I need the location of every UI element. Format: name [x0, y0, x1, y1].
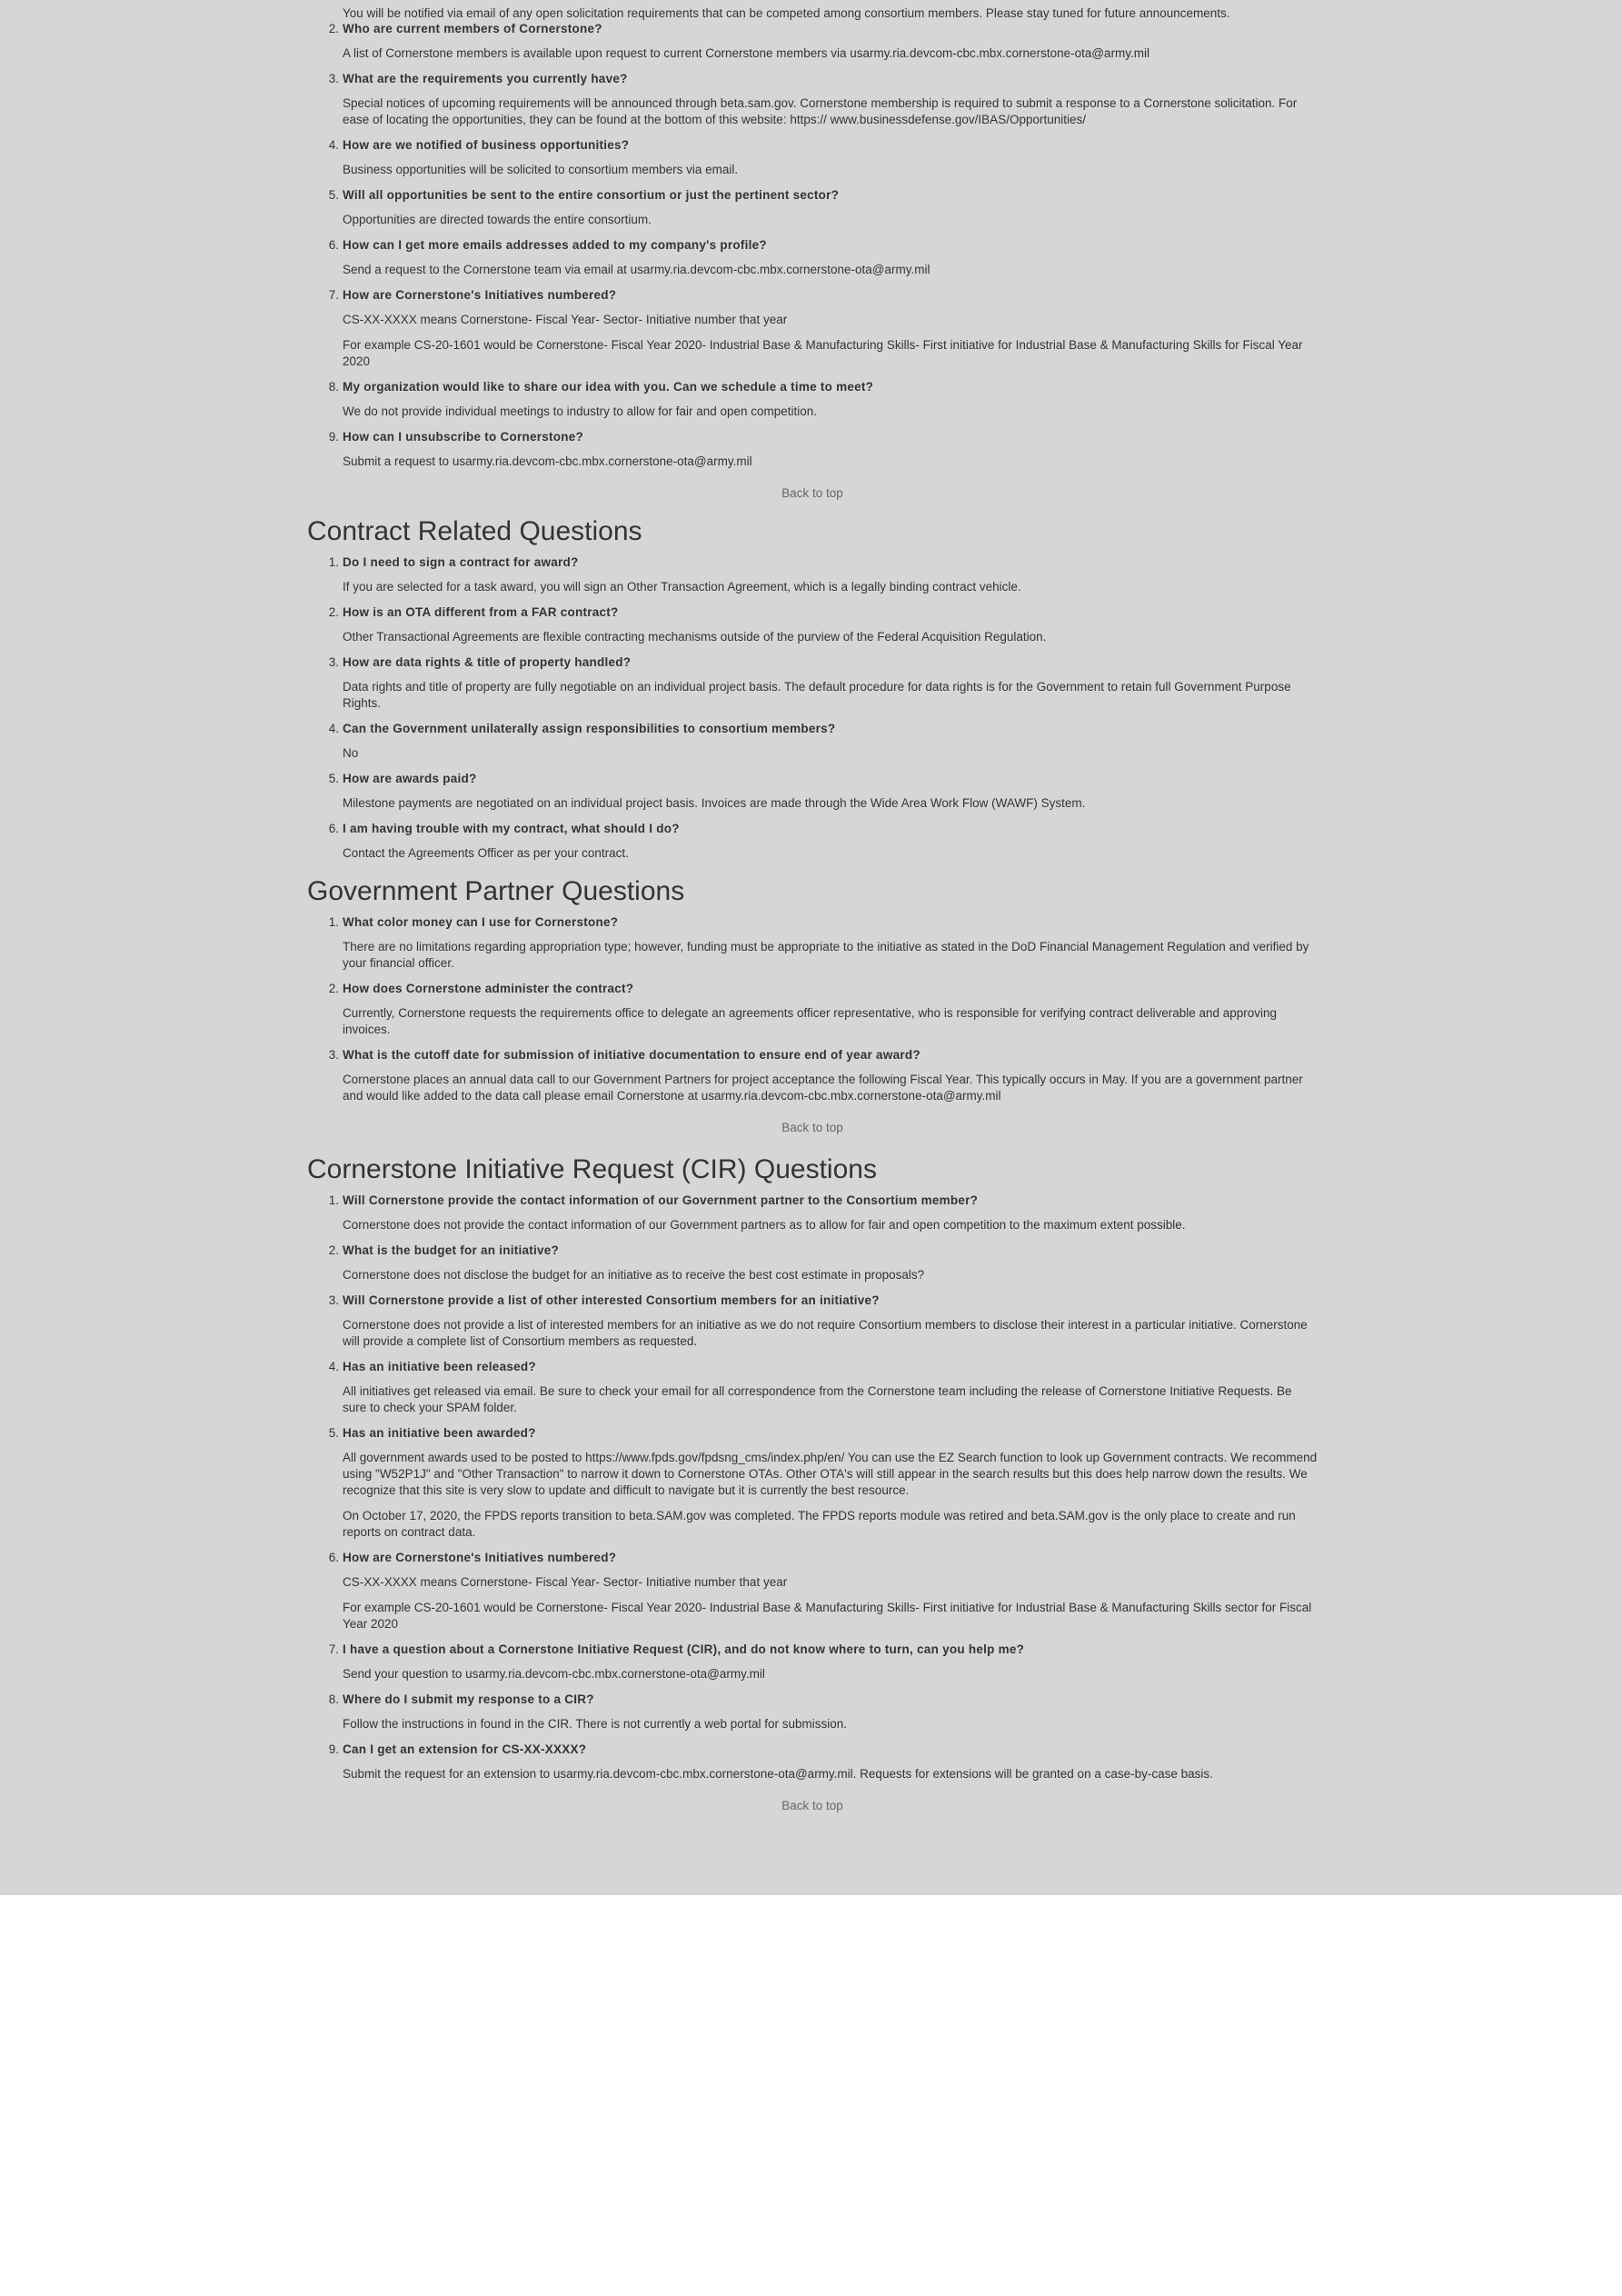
faq-item: [343, 1425, 1318, 1541]
faq-question: What is the budget for an initiative?: [343, 1243, 560, 1257]
faq-item: [343, 1642, 1318, 1682]
faq-item: [343, 914, 1318, 972]
faq-answer: CS-XX-XXXX means Cornerstone- Fiscal Year- Sector- Initiative number that year: [343, 1575, 788, 1589]
faq-answer: CS-XX-XXXX means Cornerstone- Fiscal Year- Sector- Initiative number that year: [343, 313, 788, 326]
faq-item: [343, 821, 1318, 862]
faq-item: [343, 1359, 1318, 1416]
faq-answer: Cornerstone places an annual data call to our Government Partners for project acceptance the following Fiscal Year. This typically occurs in May. If you are a government partner and would like added to the data call please email Cornerstone at usarmy.ria.devcom-cbc.mbx.cornerstone-ota@army.mil: [343, 1073, 1303, 1103]
faq-item: [343, 71, 1318, 128]
faq-question: How can I get more emails addresses added to my company's profile?: [343, 238, 767, 252]
faq-answer: If you are selected for a task award, you will sign an Other Transaction Agreement, which is a legally binding contract vehicle.: [343, 580, 1021, 594]
faq-answer: There are no limitations regarding appropriation type; however, funding must be appropriate to the initiative as stated in the DoD Financial Management Regulation and verified by your financial officer.: [343, 940, 1309, 970]
faq-item: [343, 654, 1318, 712]
faq-question: What are the requirements you currently have?: [343, 72, 628, 85]
faq-question: Where do I submit my response to a CIR?: [343, 1692, 594, 1706]
faq-answer: Contact the Agreements Officer as per your contract.: [343, 846, 629, 860]
faq-answer: Currently, Cornerstone requests the requirements office to delegate an agreements officer representative, who is responsible for verifying contract deliverable and approving invoices.: [343, 1006, 1278, 1036]
faq-answer: Cornerstone does not provide a list of interested members for an initiative as we do not require Consortium members to disclose their interest in a particular initiative. Cornerstone will provide a complete list of Consortium members as requested.: [343, 1318, 1308, 1348]
faq-item: [343, 1742, 1318, 1782]
faq-item: [343, 287, 1318, 370]
faq-item: [343, 379, 1318, 420]
back-to-top-link[interactable]: Back to top: [781, 1121, 843, 1134]
faq-question: Will Cornerstone provide a list of other interested Consortium members for an initiative?: [343, 1293, 880, 1307]
general-questions-list: [307, 21, 1318, 470]
contract-questions-list: [307, 554, 1318, 862]
faq-item: [343, 981, 1318, 1038]
faq-question: Has an initiative been awarded?: [343, 1426, 536, 1440]
faq-answer: Special notices of upcoming requirements will be announced through beta.sam.gov. Cornerstone membership is required to submit a response to a Cornerstone solicitation. For ease of locating the opportunities, they can be found at the bottom of this website: https:// www.businessdefense.gov/IBAS/Opportunities/: [343, 96, 1298, 126]
faq-answer: Submit the request for an extension to usarmy.ria.devcom-cbc.mbx.cornerstone-ota@army.mil. Requests for extensions will be granted on a case-by-case basis.: [343, 1767, 1213, 1781]
faq-item: [343, 137, 1318, 178]
faq-question: How can I unsubscribe to Cornerstone?: [343, 430, 584, 444]
faq-answer: We do not provide individual meetings to industry to allow for fair and open competition.: [343, 404, 818, 418]
cir-section-title: Cornerstone Initiative Request (CIR) Questions: [307, 1154, 877, 1184]
faq-item: [343, 554, 1318, 595]
government-questions-list: [307, 914, 1318, 1104]
faq-answer: For example CS-20-1601 would be Cornerstone- Fiscal Year 2020- Industrial Base & Manufacturing Skills- First initiative for Industrial Base & Manufacturing Skills sector for Fiscal Year 2020: [343, 1601, 1312, 1631]
faq-answer: Data rights and title of property are fully negotiable on an individual project basis. The default procedure for data rights is for the Government to retain full Government Purpose Rights.: [343, 680, 1291, 710]
faq-question: Do I need to sign a contract for award?: [343, 555, 579, 569]
faq-item: [343, 1692, 1318, 1732]
faq-item: [343, 1193, 1318, 1233]
faq-question: Who are current members of Cornerstone?: [343, 22, 602, 35]
faq-answer: A list of Cornerstone members is available upon request to current Cornerstone members via usarmy.ria.devcom-cbc.mbx.cornerstone-ota@army.mil: [343, 46, 1150, 60]
faq-question: I have a question about a Cornerstone Initiative Request (CIR), and do not know where to turn, can you help me?: [343, 1642, 1025, 1656]
faq-item: [343, 1293, 1318, 1350]
back-to-top-link[interactable]: Back to top: [781, 486, 843, 500]
faq-item: [343, 721, 1318, 762]
faq-question: I am having trouble with my contract, what should I do?: [343, 822, 680, 835]
faq-question: How are awards paid?: [343, 772, 477, 785]
faq-question: How are data rights & title of property handled?: [343, 655, 632, 669]
faq-answer: Opportunities are directed towards the entire consortium.: [343, 213, 652, 226]
faq-answer: Send your question to usarmy.ria.devcom-cbc.mbx.cornerstone-ota@army.mil: [343, 1667, 765, 1681]
contract-section-title: Contract Related Questions: [307, 516, 642, 546]
faq-answer: On October 17, 2020, the FPDS reports transition to beta.SAM.gov was completed. The FPDS reports module was retired and beta.SAM.gov is the only place to create and run reports on contract data.: [343, 1509, 1296, 1539]
faq-item: [343, 187, 1318, 228]
faq-question: How are Cornerstone's Initiatives numbered?: [343, 1551, 617, 1564]
faq-question: Will all opportunities be sent to the entire consortium or just the pertinent sector?: [343, 188, 840, 202]
faq-answer: For example CS-20-1601 would be Cornerstone- Fiscal Year 2020- Industrial Base & Manufacturing Skills- First initiative for Industrial Base & Manufacturing Skills for Fiscal Year 2020: [343, 338, 1303, 368]
faq-item: [343, 429, 1318, 470]
faq-item: [343, 771, 1318, 812]
faq-answer: Send a request to the Cornerstone team via email at usarmy.ria.devcom-cbc.mbx.cornerstone-ota@army.mil: [343, 263, 930, 276]
faq-question: How are Cornerstone's Initiatives numbered?: [343, 288, 617, 302]
faq-answer: Submit a request to usarmy.ria.devcom-cbc.mbx.cornerstone-ota@army.mil: [343, 454, 752, 468]
faq-answer: Milestone payments are negotiated on an individual project basis. Invoices are made through the Wide Area Work Flow (WAWF) System.: [343, 796, 1086, 810]
faq-question: How is an OTA different from a FAR contract?: [343, 605, 619, 619]
faq-content: [307, 0, 1318, 1829]
faq-answer: Follow the instructions in found in the CIR. There is not currently a web portal for submission.: [343, 1717, 848, 1731]
faq-question: My organization would like to share our idea with you. Can we schedule a time to meet?: [343, 380, 874, 394]
faq-answer: No: [343, 746, 359, 760]
faq-item: [343, 604, 1318, 645]
faq-item: [343, 1550, 1318, 1632]
faq-answer: Business opportunities will be solicited to consortium members via email.: [343, 163, 739, 176]
faq-item: [343, 21, 1318, 62]
faq-answer: All initiatives get released via email. Be sure to check your email for all correspondence from the Cornerstone team including the release of Cornerstone Initiative Requests. Be sure to check your SPAM folder.: [343, 1384, 1292, 1414]
back-to-top-link[interactable]: Back to top: [781, 1799, 843, 1812]
faq-question: Can I get an extension for CS-XX-XXXX?: [343, 1742, 587, 1756]
faq-answer: Cornerstone does not disclose the budget for an initiative as to receive the best cost estimate in proposals?: [343, 1268, 925, 1282]
general-intro-answer: You will be notified via email of any open solicitation requirements that can be competed among consortium members. Please stay tuned for future announcements.: [343, 6, 1230, 20]
faq-item: [343, 1243, 1318, 1283]
faq-item: [343, 237, 1318, 278]
faq-answer: Other Transactional Agreements are flexible contracting mechanisms outside of the purview of the Federal Acquisition Regulation.: [343, 630, 1047, 644]
faq-question: What color money can I use for Cornerstone?: [343, 915, 619, 929]
faq-question: What is the cutoff date for submission of initiative documentation to ensure end of year award?: [343, 1048, 920, 1062]
cir-questions-list: [307, 1193, 1318, 1782]
faq-answer: All government awards used to be posted to https://www.fpds.gov/fpdsng_cms/index.php/en/ You can use the EZ Search function to look up Government contracts. We recommend using "W52P1J" and "Other Transaction" to narrow it down to Cornerstone OTAs. Other OTA's will still appear in the search results but this does help narrow down the results. We recognize that this site is very slow to update and difficult to navigate but it is currently the best resource.: [343, 1451, 1318, 1497]
faq-question: How are we notified of business opportunities?: [343, 138, 630, 152]
faq-question: How does Cornerstone administer the contract?: [343, 982, 634, 995]
faq-answer: Cornerstone does not provide the contact information of our Government partners as to allow for fair and open competition to the maximum extent possible.: [343, 1218, 1186, 1232]
government-section-title: Government Partner Questions: [307, 876, 685, 906]
faq-item: [343, 1047, 1318, 1104]
faq-question: Can the Government unilaterally assign responsibilities to consortium members?: [343, 722, 836, 735]
faq-question: Has an initiative been released?: [343, 1360, 536, 1373]
faq-question: Will Cornerstone provide the contact information of our Government partner to the Consortium member?: [343, 1193, 979, 1207]
